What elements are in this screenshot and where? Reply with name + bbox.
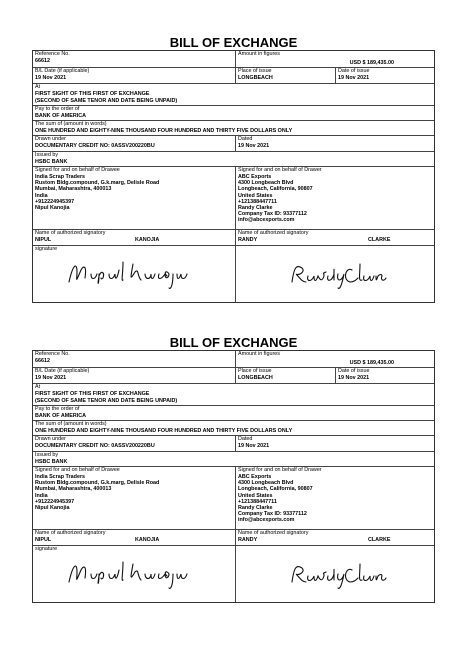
pay-value: BANK OF AMERICA xyxy=(35,113,87,119)
row-dates xyxy=(33,368,434,384)
signature-left-image xyxy=(65,558,205,592)
reference-value: 66612 xyxy=(35,58,50,64)
drawer-block xyxy=(235,467,434,529)
place-label: Place of issue xyxy=(238,368,272,374)
bill-form xyxy=(32,50,435,303)
signature-label-left: signature xyxy=(35,246,58,252)
signature-right-image xyxy=(288,260,388,290)
bl-date-value: 19 Nov 2021 xyxy=(35,375,67,381)
place-value: LONGBEACH xyxy=(238,375,273,381)
drawn-label: Drawn under xyxy=(35,436,66,442)
sum-label: The sum of (amount in words) xyxy=(35,121,107,127)
row-sum xyxy=(33,121,434,136)
issued-value: HSBC BANK xyxy=(35,159,68,165)
auth-last-left: KANOJIA xyxy=(135,237,160,243)
row-pay xyxy=(33,106,434,121)
drawer-line: United States xyxy=(238,492,273,499)
at-value-line2: (SECOND OF SAME TENOR AND DATE BEING UNPAID) xyxy=(35,397,178,404)
row-authorized xyxy=(33,230,434,246)
dated-value: 19 Nov 2021 xyxy=(238,143,270,149)
row-pay xyxy=(33,406,434,421)
drawer-line: Longbeach, California, 90807 xyxy=(238,486,313,493)
document-title: BILL OF EXCHANGE xyxy=(169,335,298,350)
row-sum xyxy=(33,421,434,436)
drawer-line: Company Tax ID: 93377112 xyxy=(238,211,307,218)
drawee-line: Mumbai, Maharashtra, 400013 xyxy=(35,186,112,193)
drawee-line: India xyxy=(35,192,48,199)
place-value: LONGBEACH xyxy=(238,75,273,81)
sum-label: The sum of (amount in words) xyxy=(35,421,107,427)
drawee-line: +912224945397 xyxy=(35,498,75,505)
drawee-block xyxy=(33,167,235,229)
drawer-line: +121388447711 xyxy=(238,198,277,205)
at-value-line1: FIRST SIGHT OF THIS FIRST OF EXCHANGE xyxy=(35,91,150,97)
issued-label: Issued by xyxy=(35,152,59,158)
amount-label: Amount in figures xyxy=(238,351,280,357)
drawee-line: Rustom Bldg.compound, G.k.marg, Delisle Road xyxy=(35,180,160,187)
drawer-line: info@abcexports.com xyxy=(238,517,295,524)
drawn-value: DOCUMENTARY CREDIT NO: 0ASSV200220BU xyxy=(35,443,155,449)
signature-label-left: signature xyxy=(35,546,58,552)
issued-value: HSBC BANK xyxy=(35,459,68,465)
bl-date-value: 19 Nov 2021 xyxy=(35,75,67,81)
issue-date-label: Date of issue xyxy=(338,368,370,374)
drawer-line: 4300 Longbeach Blvd xyxy=(238,180,294,187)
auth-last-right: CLARKE xyxy=(368,237,391,243)
auth-first-right: RANDY xyxy=(238,237,258,243)
auth-first-left: NIPUL xyxy=(35,537,52,543)
drawer-line: +121388447711 xyxy=(238,498,277,505)
drawer-line: Randy Clarke xyxy=(238,505,273,512)
drawn-value: DOCUMENTARY CREDIT NO: 0ASSV200220BU xyxy=(35,143,155,149)
issued-label: Issued by xyxy=(35,452,59,458)
auth-first-right: RANDY xyxy=(238,537,258,543)
drawer-line: United States xyxy=(238,192,273,199)
drawer-line: 4300 Longbeach Blvd xyxy=(238,480,294,487)
drawer-block xyxy=(235,167,434,229)
row-issued xyxy=(33,452,434,467)
row-issued xyxy=(33,152,434,167)
drawee-block xyxy=(33,467,235,529)
amount-value: USD $ 189,435.00 xyxy=(349,60,394,66)
auth-label-left: Name of authorized signatory xyxy=(35,230,106,236)
drawee-line: Mumbai, Maharashtra, 400013 xyxy=(35,486,112,493)
issue-date-value: 19 Nov 2021 xyxy=(338,75,370,81)
place-label: Place of issue xyxy=(238,68,272,74)
sum-value: ONE HUNDRED AND EIGHTY-NINE THOUSAND FOUR HUNDRED AND THIRTY FIVE DOLLARS ONLY xyxy=(35,128,293,134)
reference-label: Reference No. xyxy=(35,351,70,357)
amount-value: USD $ 189,435.00 xyxy=(349,360,394,366)
drawn-label: Drawn under xyxy=(35,136,66,142)
at-value-line1: FIRST SIGHT OF THIS FIRST OF EXCHANGE xyxy=(35,391,150,397)
issue-date-value: 19 Nov 2021 xyxy=(338,375,370,381)
sum-value: ONE HUNDRED AND EIGHTY-NINE THOUSAND FOUR HUNDRED AND THIRTY FIVE DOLLARS ONLY xyxy=(35,428,293,434)
amount-label: Amount in figures xyxy=(238,51,280,57)
row-drawn xyxy=(33,436,434,452)
auth-label-right: Name of authorized signatory xyxy=(238,530,309,536)
auth-last-left: KANOJIA xyxy=(135,537,160,543)
row-signature xyxy=(33,546,434,602)
bl-date-label: B/L Date (if applicable) xyxy=(35,68,90,74)
drawee-line: +912224945397 xyxy=(35,198,75,205)
row-authorized xyxy=(33,530,434,546)
row-reference xyxy=(33,351,434,368)
drawer-label: Signed for and on behalf of Drawer xyxy=(238,167,322,173)
at-label: At xyxy=(35,384,41,390)
bill-form xyxy=(32,350,435,603)
dated-value: 19 Nov 2021 xyxy=(238,443,270,449)
drawee-line: India xyxy=(35,492,48,499)
row-drawn xyxy=(33,136,434,152)
reference-value: 66612 xyxy=(35,358,50,364)
drawee-line: India Scrap Traders xyxy=(35,474,86,480)
dated-label: Dated xyxy=(238,436,253,442)
at-label: At xyxy=(35,84,41,90)
drawer-label: Signed for and on behalf of Drawer xyxy=(238,467,322,473)
at-value-line2: (SECOND OF SAME TENOR AND DATE BEING UNPAID) xyxy=(35,97,178,104)
dated-label: Dated xyxy=(238,136,253,142)
row-at xyxy=(33,84,434,106)
signature-left-image xyxy=(65,258,205,292)
auth-last-right: CLARKE xyxy=(368,537,391,543)
pay-value: BANK OF AMERICA xyxy=(35,413,87,419)
drawer-line: Company Tax ID: 93377112 xyxy=(238,511,307,518)
pay-label: Pay to the order of xyxy=(35,106,80,112)
drawee-label: Signed for and on behalf of Drawee xyxy=(35,167,120,173)
reference-label: Reference No. xyxy=(35,51,70,57)
drawer-line: info@abcexports.com xyxy=(238,217,295,224)
drawer-line: Longbeach, California, 90807 xyxy=(238,186,313,193)
drawer-line: ABC Exports xyxy=(238,174,272,180)
row-signature xyxy=(33,246,434,302)
issue-date-label: Date of issue xyxy=(338,68,370,74)
row-parties xyxy=(33,467,434,530)
pay-label: Pay to the order of xyxy=(35,406,80,412)
bl-date-label: B/L Date (if applicable) xyxy=(35,368,90,374)
auth-label-left: Name of authorized signatory xyxy=(35,530,106,536)
drawee-line: Rustom Bldg.compound, G.k.marg, Delisle Road xyxy=(35,480,160,487)
row-at xyxy=(33,384,434,406)
auth-first-left: NIPUL xyxy=(35,237,52,243)
auth-label-right: Name of authorized signatory xyxy=(238,230,309,236)
drawee-line: Nipul Kanojia xyxy=(35,205,70,212)
drawee-line: Nipul Kanojia xyxy=(35,505,70,512)
row-reference xyxy=(33,51,434,68)
drawer-line: ABC Exports xyxy=(238,474,272,480)
signature-right-image xyxy=(288,560,388,590)
row-parties xyxy=(33,167,434,230)
row-dates xyxy=(33,68,434,84)
document-title: BILL OF EXCHANGE xyxy=(169,35,298,50)
drawee-label: Signed for and on behalf of Drawee xyxy=(35,467,120,473)
drawer-line: Randy Clarke xyxy=(238,205,273,212)
drawee-line: India Scrap Traders xyxy=(35,174,86,180)
